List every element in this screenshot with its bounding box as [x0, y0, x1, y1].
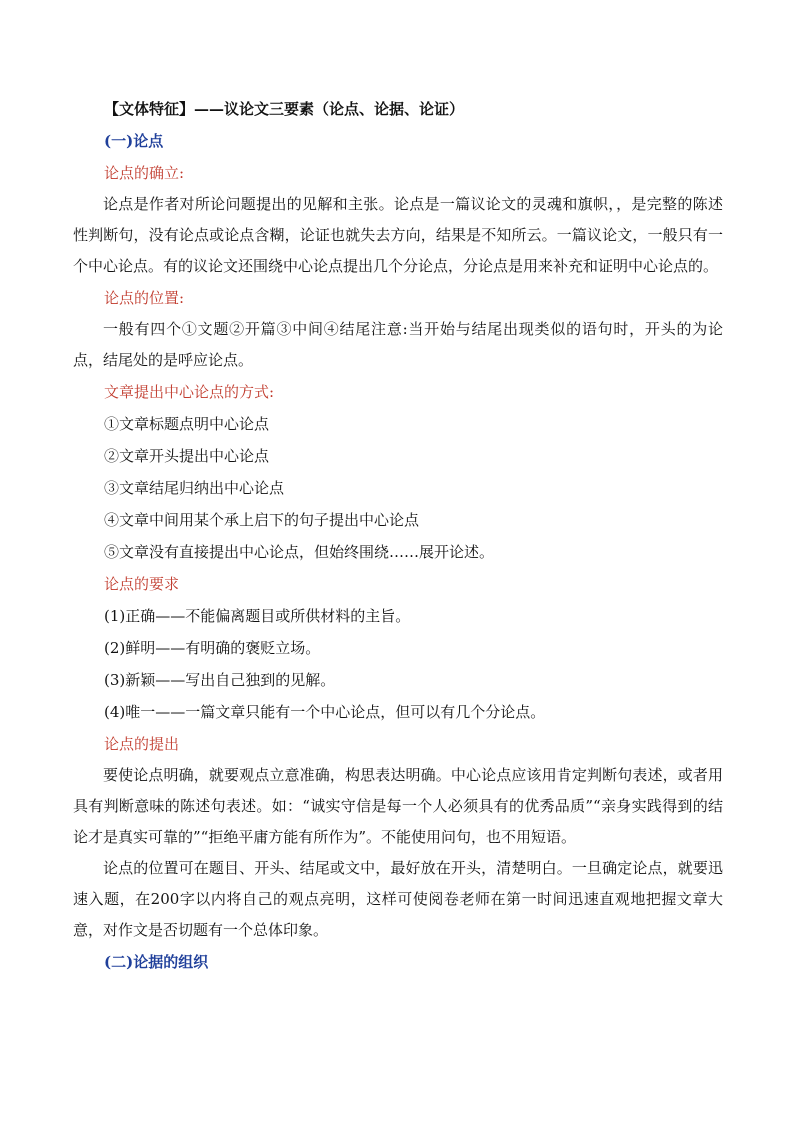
requirement-item: (3)新颖——写出自己独到的见解。 [104, 671, 336, 689]
method-item: ⑤文章没有直接提出中心论点，但始终围绕……展开论述。 [104, 543, 495, 561]
method-item: ②文章开头提出中心论点 [104, 447, 270, 465]
section-heading-argument: (一)论点 [104, 132, 164, 150]
method-item: ①文章标题点明中心论点 [104, 415, 270, 433]
subheading-requirements: 论点的要求 [104, 575, 180, 593]
doc-title: 【文体特征】——议论文三要素（论点、论据、论证） [104, 100, 465, 118]
document-page [73, 93, 723, 978]
section-heading-evidence: (二)论据的组织 [104, 953, 209, 971]
method-item: ③文章结尾归纳出中心论点 [104, 479, 285, 497]
requirement-item: (1)正确——不能偏离题目或所供材料的主旨。 [104, 607, 411, 625]
paragraph-raise-1: 要使论点明确，就要观点立意准确，构思表达明确。中心论点应该用肯定判断句表述，或者用具有判断意味的陈述句表述。如：“诚实守信是每一个人必须具有的优秀品质”“亲身实践得到的结论才是真实可靠的”“拒绝平庸方能有所作为”。不能使用问句，也不用短语。 [73, 766, 723, 846]
requirement-item: (2)鲜明——有明确的褒贬立场。 [104, 639, 321, 657]
subheading-position: 论点的位置: [104, 289, 185, 307]
paragraph-raise-2: 论点的位置可在题目、开头、结尾或文中，最好放在开头，清楚明白。一旦确定论点，就要迅速入题，在200字以内将自己的观点亮明，这样可使阅卷老师在第一时间迅速直观地把握文章大意，对作文是否切题有一个总体印象。 [73, 859, 723, 939]
paragraph-confirm: 论点是作者对所论问题提出的见解和主张。论点是一篇议论文的灵魂和旗帜，，是完整的陈述性判断句，没有论点或论点含糊，论证也就失去方向，结果是不知所云。一篇议论文，一般只有一个中心论点。有的议论文还围绕中心论点提出几个分论点，分论点是用来补充和证明中心论点的。 [73, 195, 723, 275]
subheading-raise: 论点的提出 [104, 735, 180, 753]
method-item: ④文章中间用某个承上启下的句子提出中心论点 [104, 511, 420, 529]
subheading-confirm: 论点的确立: [104, 164, 185, 182]
paragraph-position: 一般有四个①文题②开篇③中间④结尾注意:当开始与结尾出现类似的语句时，开头的为论点，结尾处的是呼应论点。 [73, 320, 723, 369]
subheading-methods: 文章提出中心论点的方式: [104, 383, 275, 401]
requirement-item: (4)唯一——一篇文章只能有一个中心论点，但可以有几个分论点。 [104, 703, 546, 721]
